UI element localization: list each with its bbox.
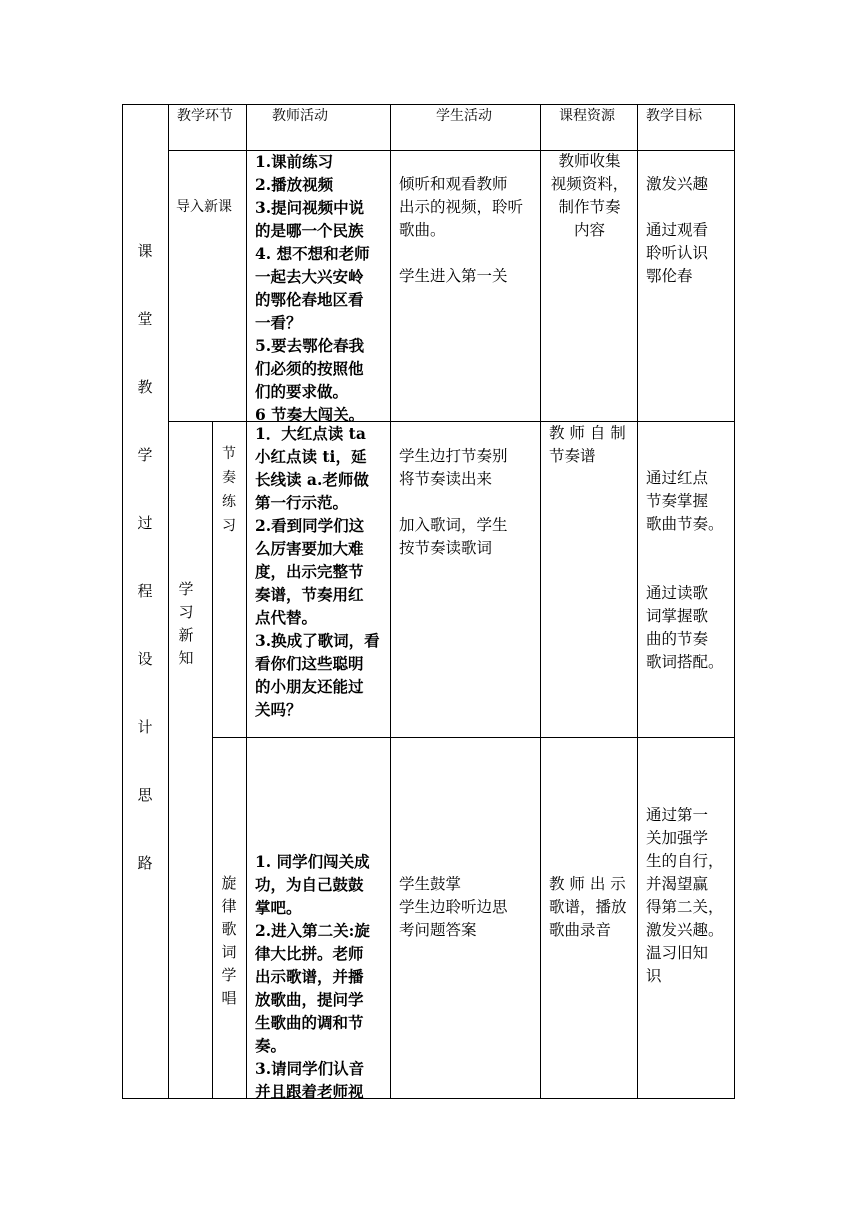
row1-goal: 激发兴趣 通过观看 聆听认识 鄂伦春 [646,175,709,285]
row1-teacher: 1.课前练习 2.播放视频 3.提问视频中说 的是哪一个民族 4. 想不想和老师 一起去大兴安岭 的鄂伦春地区看 一看？ 5.要去鄂伦春我 们必须的按照他 们的要求做。 6 节奏大闯关。 [255,152,370,424]
row1-section: 导入新课 [176,199,232,215]
row3-student: 学生鼓掌 学生边聆听边思 考问题答案 [399,875,508,939]
row1-student: 倾听和观看教师 出示的视频，聆听 歌曲。 学生进入第一关 [399,175,524,285]
row2-resource: 教 师 自 制 节奏谱 [549,424,626,465]
row2-teacher: 1．大红点读 ta 小红点读 ti，延 长线读 a.老师做 第一行示范。 2.看到同学们这 么厉害要加大难 度，出示完整节 奏谱，节奏用红 点代替。 3.换成了歌词，看 看你们这些聪明 的小朋友还能过 关吗？ [255,424,380,719]
learn-label: 学 习 新 知 [178,580,194,667]
row2-student: 学生边打节奏别 将节奏读出来 加入歌词，学生 按节奏读歌词 [399,447,508,557]
row2-sub-label: 节 奏 练 习 [222,446,236,534]
header-resource: 课程资源 [559,108,615,124]
row3-goal: 通过第一 关加强学 生的自行， 并渴望赢 得第二关， 激发兴趣。 温习旧知 识 [646,806,724,985]
row3-resource: 教 师 出 示 歌谱，播放 歌曲录音 [549,875,627,939]
row1-resource: 教师收集 视频资料， 制作节奏 内容 [550,152,629,239]
side-label: 课 堂 教 学 过 程 设 计 思 路 [137,242,153,872]
row2-goal: 通过红点 节奏掌握 歌曲节奏。 通过读歌 词掌握歌 曲的节奏 歌词搭配。 [646,469,724,671]
row3-teacher: 1. 同学们闯关成 功，为自己鼓鼓 掌吧。 2.进入第二关:旋 律大比拼。老师 出示歌谱，并播 放歌曲，提问学 生歌曲的调和节 奏。 3.请同学们认音 并且跟着老师视 [255,852,370,1101]
header-goal: 教学目标 [646,108,702,124]
header-teacher: 教师活动 [272,108,328,124]
row3-sub-label: 旋 律 歌 词 学 唱 [221,874,237,1007]
header-section: 教学环节 [177,108,233,124]
header-student: 学生活动 [436,108,492,124]
